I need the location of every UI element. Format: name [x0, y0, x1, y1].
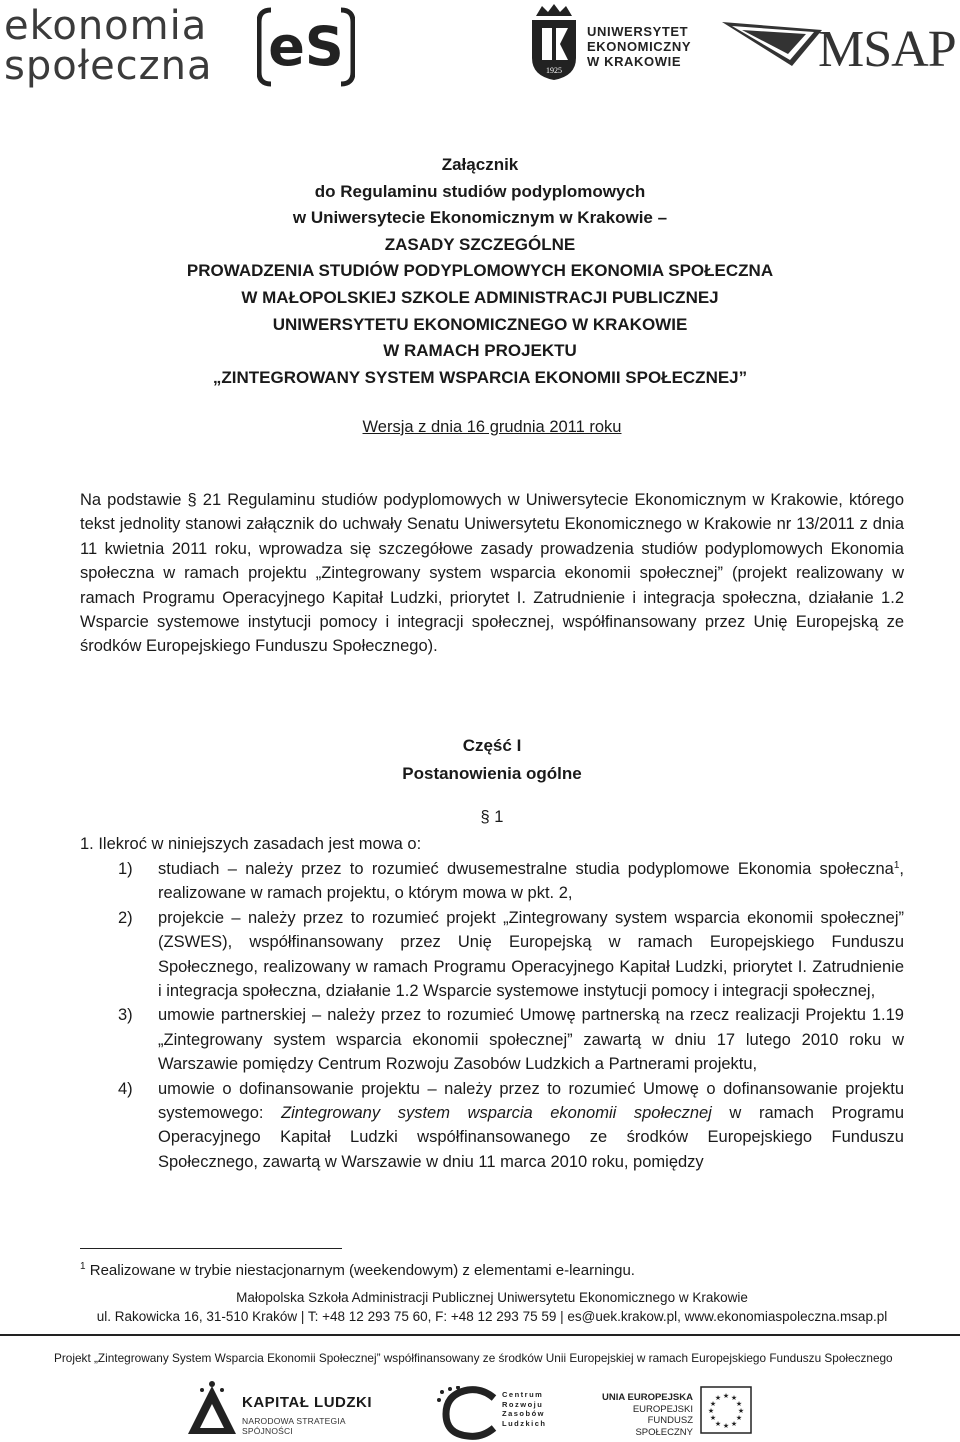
title-line: UNIWERSYTETU EKONOMICZNEGO W KRAKOWIE: [272, 314, 688, 334]
msap-text: MSAP: [818, 21, 956, 78]
list-text: studiach – należy przez to rozumieć dwusemestralne studia podyplomowe Ekonomia społeczna: [158, 860, 894, 878]
logo-line-2: społeczna: [4, 43, 213, 89]
svg-text:★: ★: [722, 1422, 730, 1430]
list-intro: 1. Ilekroć w niniejszych zasadach jest mowa o:: [80, 835, 422, 853]
crzl-words: [502, 1390, 547, 1428]
svg-text:★: ★: [735, 1400, 743, 1408]
footer-divider: [0, 1334, 960, 1336]
uek-name-line: W KRAKOWIE: [587, 54, 682, 69]
svg-text:★: ★: [707, 1407, 715, 1415]
crzl-word: Rozwoju: [502, 1399, 544, 1409]
uek-name-line: EKONOMICZNY: [587, 39, 692, 54]
footnote-ref[interactable]: 1: [893, 860, 900, 871]
ekonomia-spoleczna-logo: [4, 3, 244, 89]
uek-name: [587, 24, 691, 69]
list-text: umowie partnerskiej – należy przez to rozumieć Umowę partnerską na rzecz realizacji Projektu 1.19 „Zintegrowany system wsparcia ekonomii społecznej” zawartą w dniu 17 lutego 2010 roku w Warszawie pomiędzy Centrum Rozwoju Zasobów Ludzkich a Partnerami projektu,: [158, 1006, 904, 1074]
crzl-emblem-icon: [436, 1386, 500, 1440]
list-text: projekcie – należy przez to rozumieć projekt „Zintegrowany system wsparcia ekonomii społecznej” (ZSWES), współfinansowany przez Unię Europejską w ramach Europejskiego Funduszu Społecznego, realizowany w ramach Programu Operacyjnego Kapitał Ludzki, priorytet I. Zatrudnienie i integracja społeczna, działanie 1.2 Wsparcie systemowe instytucji pomocy i integracji społecznej,: [158, 908, 904, 1001]
svg-text:★: ★: [714, 1420, 722, 1428]
footer-contact[interactable]: ul. Rakowicka 16, 31-510 Kraków | T: +48 12 293 75 60, F: +48 12 293 75 59 | es@uek.krakow.pl, www.ekonomiaspoleczna.msap.pl: [96, 1309, 888, 1324]
section-name: Postanowienia ogólne: [402, 764, 582, 783]
crzl-word: Centrum: [502, 1390, 544, 1399]
list-item: [80, 1077, 904, 1175]
title-line: W RAMACH PROJEKTU: [383, 341, 577, 361]
svg-text:★: ★: [709, 1400, 717, 1408]
svg-text:★: ★: [737, 1407, 745, 1415]
eu-logo: [600, 1384, 760, 1440]
project-funding-line: Projekt „Zintegrowany System Wsparcia Ekonomii Społecznej” współfinansowany ze środków Unii Europejskiej w ramach Europejskiego Funduszu Społecznego: [54, 1351, 893, 1365]
es-logo-text: eS: [268, 15, 344, 78]
list-item: [80, 906, 904, 1004]
eu-flag-icon: [700, 1386, 752, 1434]
title-line: do Regulaminu studiów podyplomowych: [314, 181, 646, 201]
msap-logo: [722, 14, 958, 78]
list-text-italic: Zintegrowany system wsparcia ekonomii społecznej: [281, 1104, 712, 1123]
title-line: ZASADY SZCZEGÓLNE: [384, 234, 576, 254]
list-text: w ramach Programu Operacyjnego Kapitał Ludzki współfinansowanego ze środków Europejskiego Funduszu Społecznego, zawartą w Warszawie w dniu 11 marca 2010 roku, pomiędzy: [158, 1104, 904, 1171]
uek-year: 1925: [546, 66, 562, 75]
title-line: w Uniwersytecie Ekonomicznym w Krakowie –: [292, 208, 668, 228]
crzl-word: Ludzkich: [502, 1418, 547, 1428]
paragraph-mark: § 1: [480, 808, 504, 826]
title-line: Załącznik: [441, 155, 519, 174]
svg-text:★: ★: [714, 1394, 722, 1402]
list-number: 2): [118, 908, 133, 927]
list-number: 1): [118, 860, 133, 878]
eu-line: UNIA EUROPEJSKA: [602, 1392, 693, 1403]
list-number: 3): [118, 1006, 133, 1025]
kapital-ludzki-subtitle: NARODOWA STRATEGIA SPÓJNOŚCI: [242, 1416, 346, 1436]
eu-words: [600, 1392, 693, 1438]
svg-text:★: ★: [730, 1420, 738, 1428]
list-number: 4): [118, 1079, 133, 1098]
footer-address: [40, 1288, 944, 1326]
svg-text:★: ★: [722, 1392, 730, 1400]
version-text: Wersja z dnia 16 grudnia 2011 roku: [362, 418, 622, 436]
list-item: [80, 857, 904, 906]
footnote-text: Realizowane w trybie niestacjonarnym (weekendowym) z elementami e-learningu.: [85, 1262, 635, 1279]
es-logo: [257, 4, 355, 90]
kapital-ludzki-emblem-icon: [186, 1378, 238, 1436]
svg-text:★: ★: [730, 1394, 738, 1402]
section-part: Część I: [462, 736, 522, 755]
svg-text:★: ★: [709, 1414, 717, 1422]
logo-line-1: ekonomia: [4, 3, 208, 49]
footnote-divider: [80, 1248, 342, 1249]
list-item: [80, 1003, 904, 1076]
kapital-ludzki-title: KAPITAŁ LUDZKI: [242, 1394, 373, 1411]
title-line: W MAŁOPOLSKIEJ SZKOLE ADMINISTRACJI PUBLICZNEJ: [241, 287, 719, 307]
footnote-mark: 1: [80, 1261, 86, 1272]
crzl-word: Zasobów: [502, 1409, 546, 1418]
uek-name-line: UNIWERSYTET: [587, 24, 689, 39]
intro-paragraph: Na podstawie § 21 Regulaminu studiów podyplomowych w Uniwersytecie Ekonomicznym w Krakowie, którego tekst jednolity stanowi załącznik do uchwały Senatu Uniwersytetu Ekonomicznego w Krakowie nr 13/2011 z dnia 11 kwietnia 2011 roku, wprowadza się szczegółowe zasady prowadzenia studiów podyplomowych Ekonomia społeczna w ramach projektu „Zintegrowany system wsparcia ekonomii społecznej” (projekt realizowany w ramach Programu Operacyjnego Kapitał Ludzki, priorytet I. Zatrudnienie i integracja społeczna, działanie 1.2 Wsparcie systemowe instytucji pomocy i integracji społecznej, współfinansowany przez Unię Europejską ze środków Europejskiego Funduszu Społecznego).: [80, 491, 904, 656]
list-text: , realizowane w ramach projektu, o którym mowa w pkt. 2,: [158, 860, 904, 903]
eu-line: FUNDUSZ SPOŁECZNY: [635, 1415, 693, 1438]
title-line: „ZINTEGROWANY SYSTEM WSPARCIA EKONOMII SPOŁECZNEJ”: [212, 367, 748, 387]
msap-wing-icon: [722, 20, 832, 68]
footnote: [80, 1261, 904, 1281]
version-date: [40, 416, 944, 438]
title-line: PROWADZENIA STUDIÓW PODYPLOMOWYCH EKONOMIA SPOŁECZNA: [186, 261, 774, 281]
list-text: umowie o dofinansowanie projektu – należy przez to rozumieć Umowę o dofinansowanie projektu systemowego:: [158, 1079, 904, 1123]
footer-institution: Małopolska Szkoła Administracji Publicznej Uniwersytetu Ekonomicznego w Krakowie: [236, 1290, 748, 1305]
crzl-logo: [436, 1386, 548, 1440]
definitions-list: [80, 857, 904, 1174]
document-title: [40, 152, 920, 391]
uek-logo: [528, 2, 718, 82]
svg-text:★: ★: [735, 1414, 743, 1422]
section-heading: [40, 732, 944, 788]
kapital-ludzki-logo: [186, 1378, 396, 1438]
eu-line: EUROPEJSKI: [632, 1403, 693, 1415]
